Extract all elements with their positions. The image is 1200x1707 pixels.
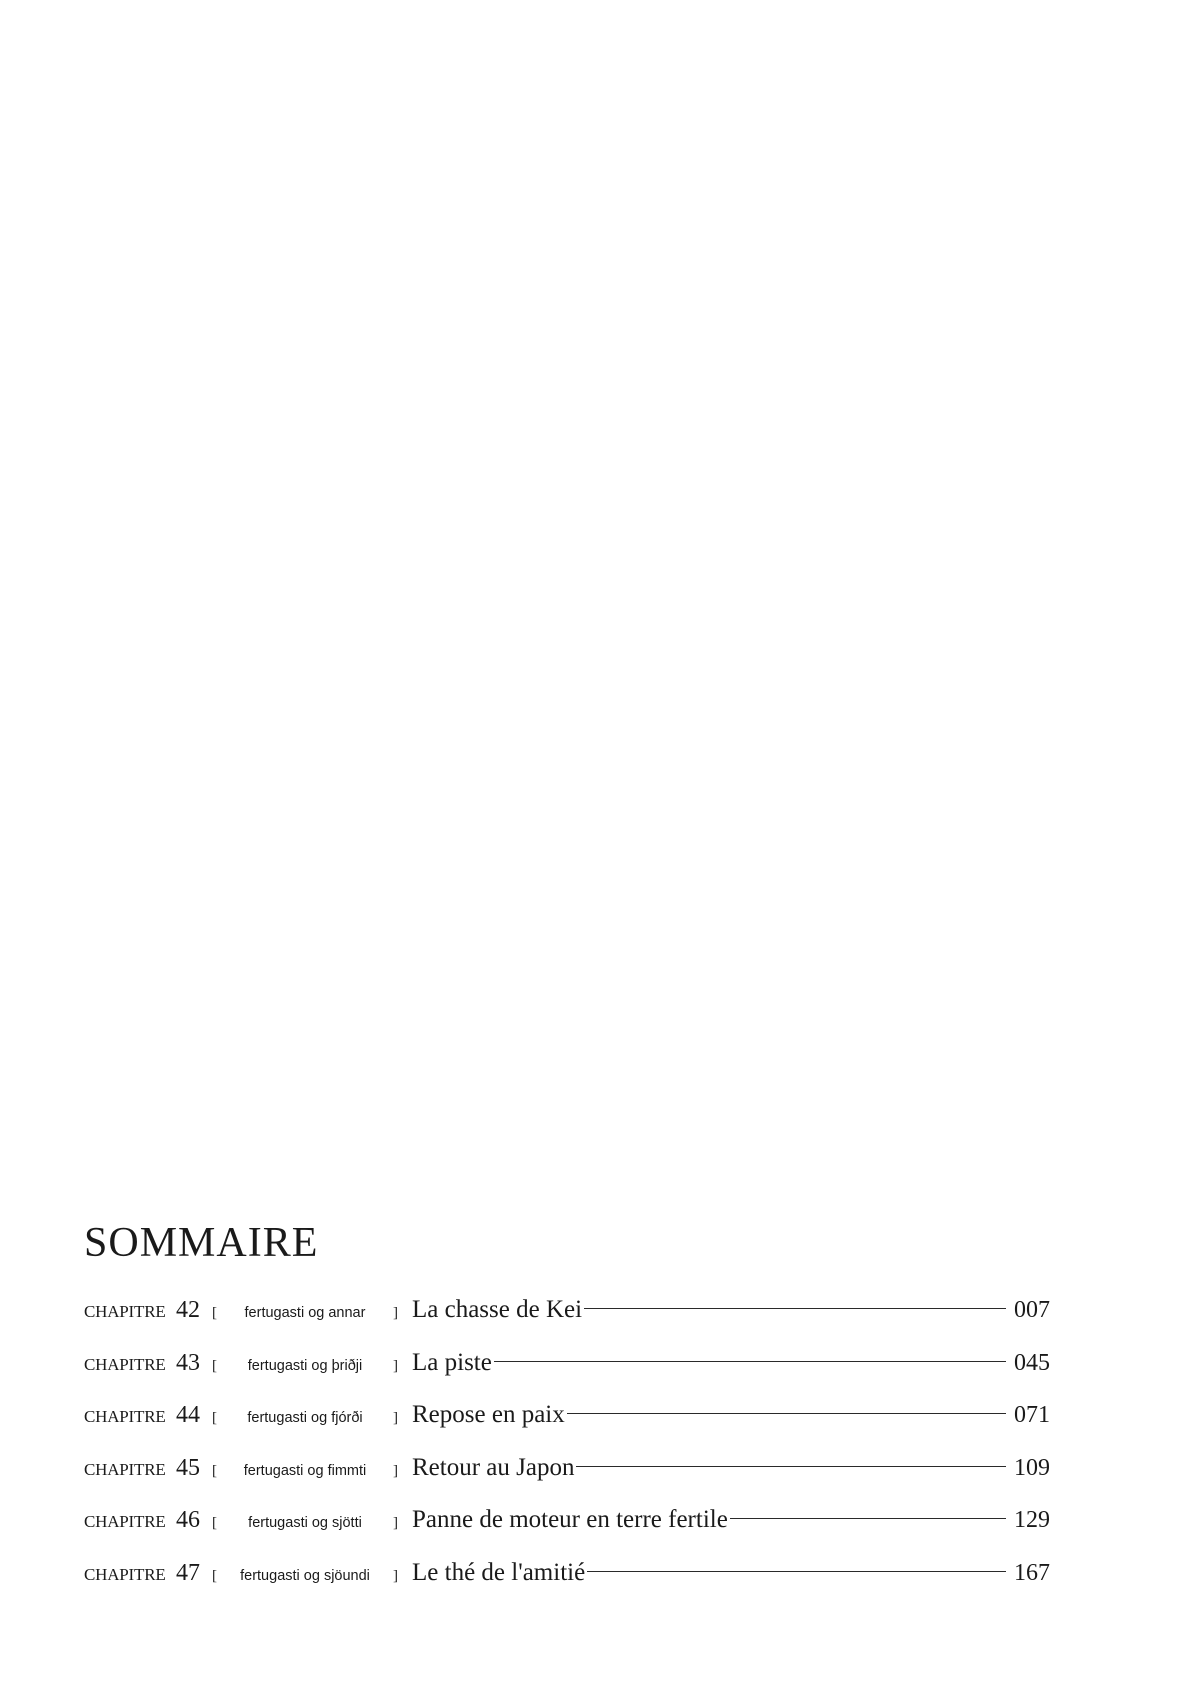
page-title: SOMMAIRE [84,1220,319,1266]
leader-line [587,1571,1006,1572]
chapter-label: CHAPITRE [84,1564,166,1584]
toc-list [84,1296,1054,1611]
bracket-close: ] [393,1462,398,1479]
bracket-open: [ [212,1462,217,1479]
toc-entry[interactable] [84,1506,1054,1559]
toc-entry[interactable] [84,1559,1054,1612]
chapter-label: CHAPITRE [84,1407,166,1426]
chapter-title: Retour au Japon [412,1453,575,1481]
bracket-open: [ [212,1567,217,1584]
chapter-title: La chasse de Kei [412,1296,583,1323]
bracket-close: ] [393,1515,398,1531]
chapter-subtitle: fertugasti og fimmti [243,1462,367,1479]
toc-entry[interactable] [84,1454,1054,1507]
bracket-open: [ [212,1357,217,1374]
chapter-subtitle: fertugasti og sjöundi [240,1567,370,1584]
bracket-open: [ [212,1515,217,1531]
chapter-title: Le thé de l'amitié [412,1558,586,1586]
chapter-title: Panne de moteur en terre fertile [412,1506,728,1533]
toc-entry[interactable] [84,1296,1054,1349]
bracket-open: [ [212,1305,217,1321]
bracket-close: ] [393,1410,398,1426]
page-number: 071 [1014,1402,1050,1428]
bracket-open: [ [212,1410,217,1426]
leader-line [567,1413,1006,1414]
chapter-number: 42 [176,1297,200,1323]
leader-line [576,1466,1006,1467]
chapter-number: 44 [176,1402,200,1428]
chapter-label: CHAPITRE [84,1302,166,1321]
chapter-label: CHAPITRE [84,1459,166,1479]
leader-line [494,1361,1006,1362]
chapter-subtitle: fertugasti og sjötti [248,1515,362,1531]
chapter-number: 47 [176,1559,200,1586]
chapter-subtitle: fertugasti og annar [244,1305,366,1321]
page-number: 007 [1014,1297,1050,1323]
toc-entry[interactable] [84,1349,1054,1402]
table-of-contents [84,1222,1054,1611]
page-number: 129 [1014,1507,1050,1533]
chapter-label: CHAPITRE [84,1512,166,1531]
chapter-title: Repose en paix [412,1401,565,1428]
chapter-number: 43 [176,1349,200,1376]
chapter-number: 45 [176,1454,200,1481]
chapter-number: 46 [176,1507,200,1533]
page-number: 045 [1014,1349,1050,1376]
leader-line [584,1308,1006,1309]
leader-line [730,1518,1006,1519]
page-number: 109 [1014,1454,1050,1481]
bracket-close: ] [393,1305,398,1321]
chapter-subtitle: fertugasti og fjórði [247,1410,363,1426]
page-number: 167 [1014,1559,1050,1586]
chapter-label: CHAPITRE [84,1354,166,1374]
bracket-close: ] [393,1357,398,1374]
chapter-title: La piste [412,1348,492,1376]
bracket-close: ] [393,1567,398,1584]
toc-entry[interactable] [84,1401,1054,1454]
chapter-subtitle: fertugasti og þriðji [247,1357,363,1374]
